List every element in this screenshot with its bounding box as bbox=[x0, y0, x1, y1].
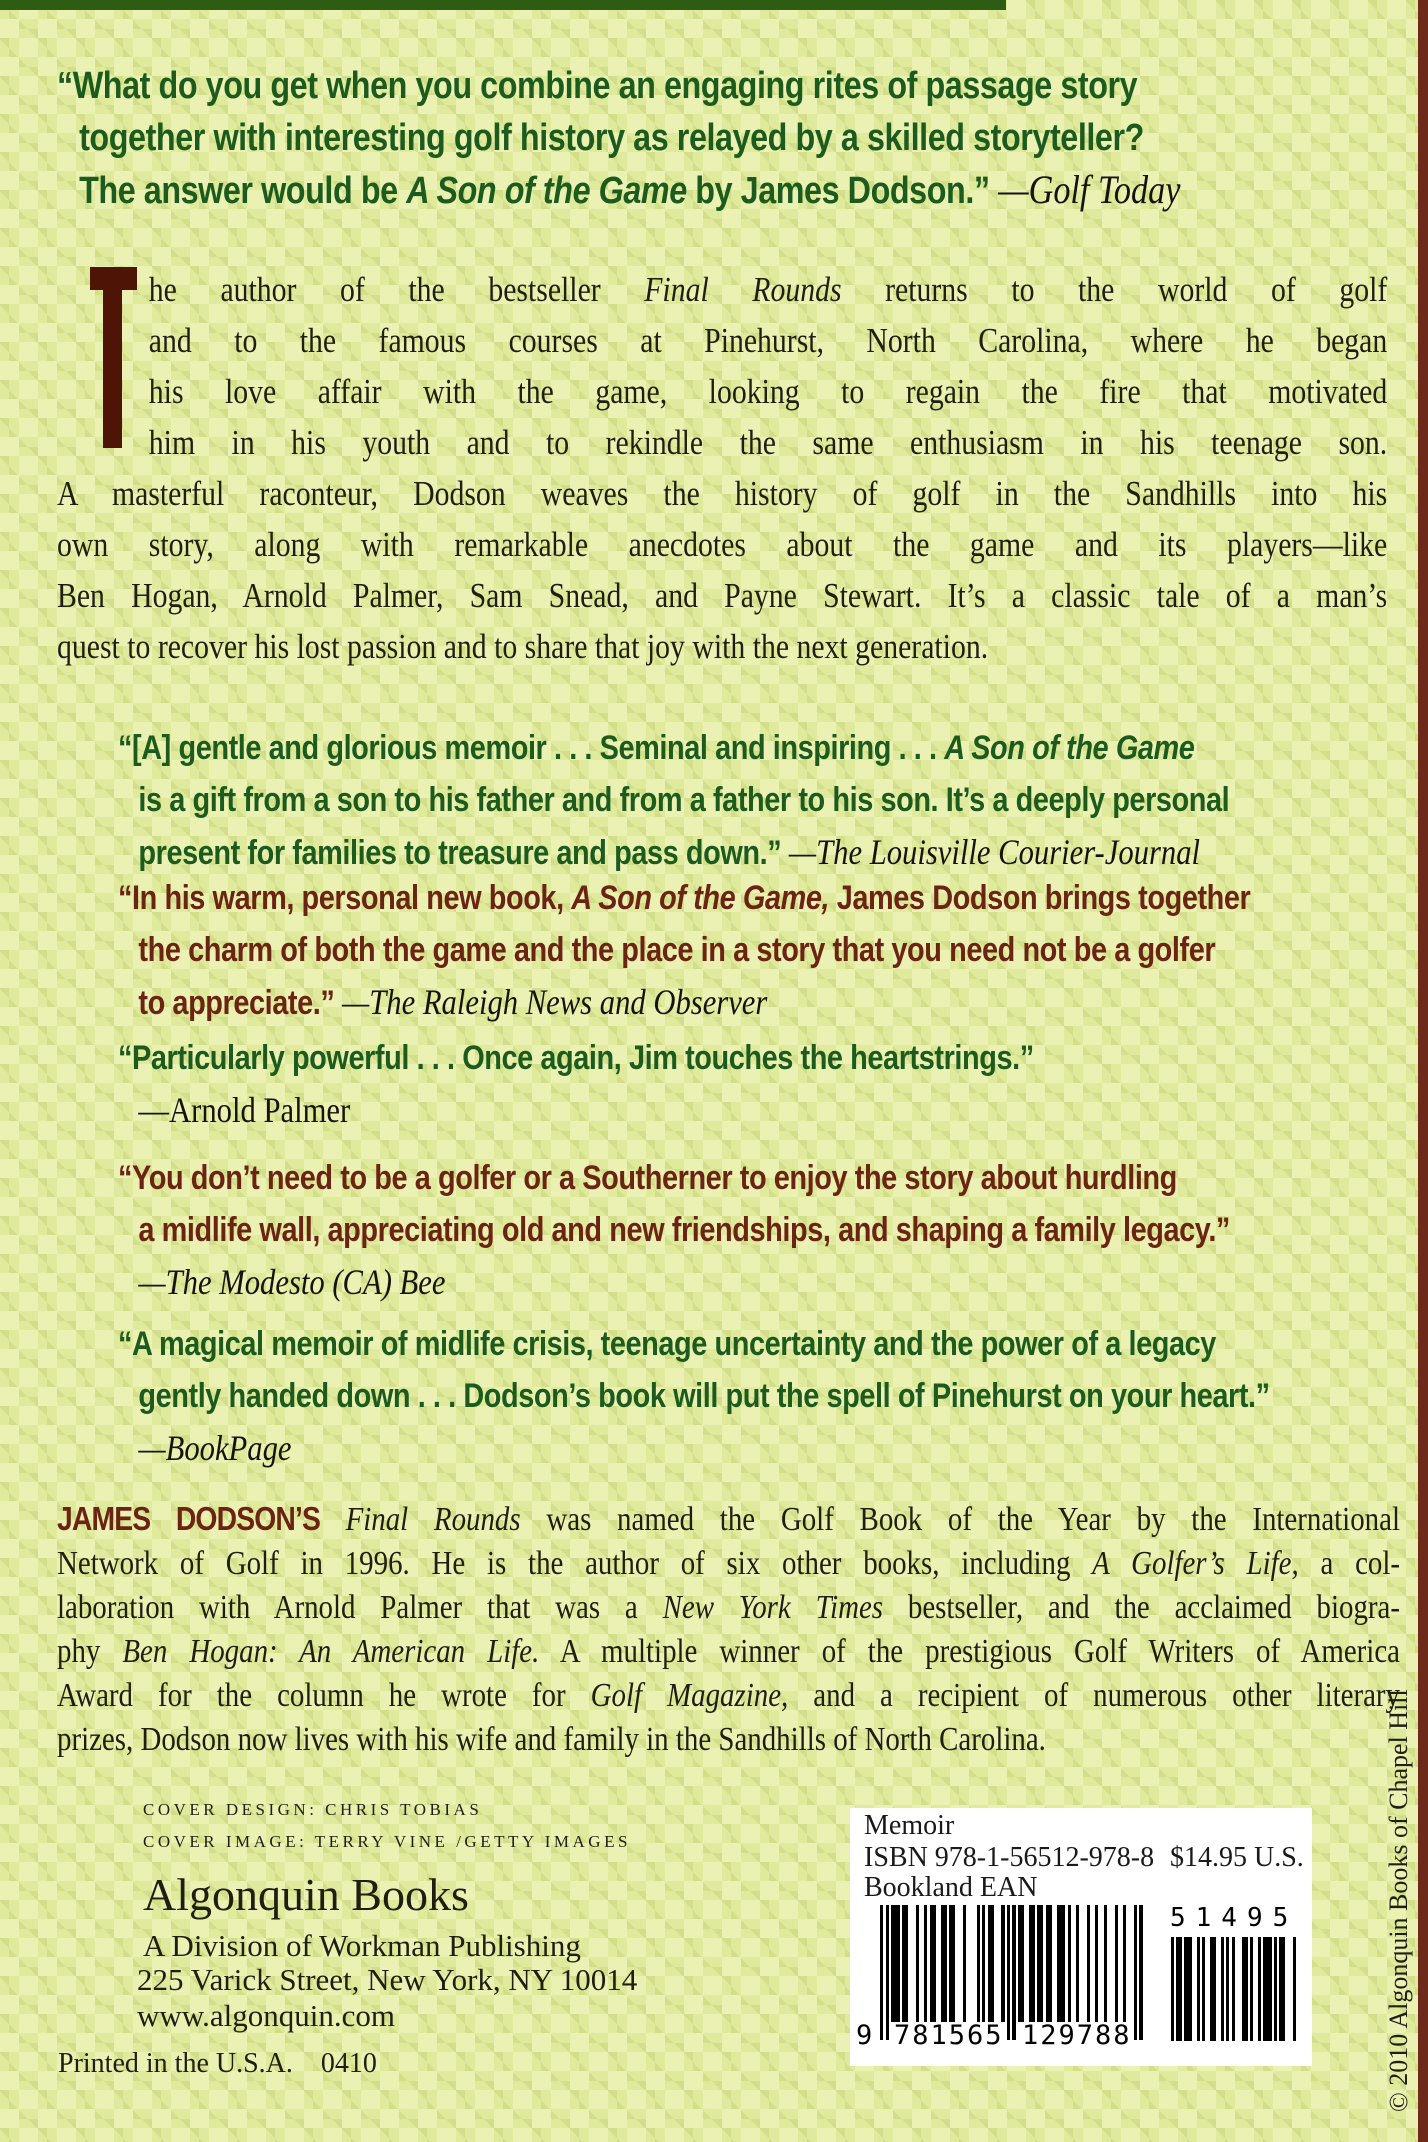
barcode-bar bbox=[1139, 1905, 1142, 2040]
top-edge-strip bbox=[0, 0, 1006, 10]
headline-pull-quote bbox=[57, 60, 1392, 217]
barcode-bar bbox=[1095, 1905, 1098, 2022]
barcode-bar bbox=[1202, 1937, 1205, 2041]
bio-line: prizes, Dodson now lives with his wife and family in the Sandhills of North Carolina. bbox=[57, 1721, 1046, 1758]
barcode-bar bbox=[905, 1905, 908, 2022]
barcode-bar bbox=[1250, 1937, 1253, 2041]
review-quote-news-observer bbox=[118, 872, 1368, 1029]
publisher-division: A Division of Workman Publishing bbox=[143, 1928, 581, 1963]
bio-line: laboration with Arnold Palmer that was a New York Times bestseller, and the acclaimed biogra- bbox=[57, 1589, 1400, 1626]
barcode-bar bbox=[1274, 1937, 1277, 2041]
pull-quote-line: together with interesting golf history as relayed by a skilled storyteller? bbox=[79, 117, 1144, 159]
review-quote-courier-journal bbox=[118, 722, 1368, 879]
intro-line: own story, along with remarkable anecdotes about the game and its players—like bbox=[57, 525, 1388, 564]
intro-line: him in his youth and to rekindle the same enthusiasm in his teenage son. bbox=[148, 423, 1388, 462]
barcode-bar bbox=[977, 1905, 980, 2022]
barcode-bar bbox=[924, 1905, 927, 2022]
barcode-bar bbox=[1171, 1937, 1174, 2041]
pull-quote-line: The answer would be A Son of the Game by James Dodson.” —Golf Today bbox=[79, 167, 1181, 212]
barcode-bar bbox=[1040, 1905, 1043, 2022]
barcode-bar bbox=[1245, 1937, 1248, 2041]
barcode-bar bbox=[1221, 1937, 1224, 2041]
publisher-website: www.algonquin.com bbox=[137, 1998, 396, 2033]
intro-line: his love affair with the game, looking to regain the fire that motivated bbox=[148, 372, 1388, 411]
quote-attribution: —The Modesto (CA) Bee bbox=[138, 1262, 446, 1302]
quote-line: “In his warm, personal new book, A Son of the Game, James Dodson brings together bbox=[118, 879, 1251, 917]
cover-design-credit: COVER DESIGN: CHRIS TOBIAS bbox=[143, 1800, 483, 1819]
barcode-bar bbox=[1258, 1937, 1261, 2041]
barcode-bar bbox=[1115, 1905, 1118, 2022]
barcode-bar bbox=[880, 1905, 883, 2040]
bio-line: Network of Golf in 1996. He is the author of six other books, including A Golfer’s Life, a col- bbox=[57, 1545, 1401, 1582]
bio-line: Award for the column he wrote for Golf Magazine, and a recipient of numerous other literary bbox=[57, 1677, 1400, 1714]
intro-line: A masterful raconteur, Dodson weaves the history of golf in the Sandhills into his bbox=[57, 474, 1388, 513]
barcode-bar bbox=[1179, 1937, 1182, 2041]
barcode-bar bbox=[1048, 1905, 1051, 2022]
price-supplement-digits: 51495 bbox=[1170, 1903, 1299, 1933]
barcode-bar bbox=[1012, 1905, 1015, 2040]
ean5-supplement-barcode bbox=[1168, 1937, 1296, 2041]
intro-paragraph bbox=[57, 264, 1387, 672]
intro-line: quest to recover his lost passion and to share that joy with the next generation. bbox=[57, 627, 989, 666]
barcode-bar bbox=[1189, 1937, 1192, 2041]
barcode-bar bbox=[943, 1905, 946, 2022]
quote-line: “You don’t need to be a golfer or a Southerner to enjoy the story about hurdling bbox=[118, 1159, 1177, 1197]
quote-line: gently handed down . . . Dodson’s book will put the spell of Pinehurst on your heart.” bbox=[138, 1377, 1270, 1415]
barcode-bar bbox=[952, 1905, 955, 2022]
barcode-bar bbox=[1232, 1937, 1235, 2041]
isbn-number: ISBN 978-1-56512-978-8 bbox=[864, 1842, 1155, 1873]
barcode-bar bbox=[1282, 1937, 1285, 2041]
barcode-bar bbox=[963, 1905, 966, 2022]
barcode-bar bbox=[1062, 1905, 1065, 2022]
barcode-bar bbox=[1021, 1905, 1024, 2022]
printed-note: Printed in the U.S.A. 0410 bbox=[58, 2048, 377, 2079]
barcode-bar bbox=[1226, 1937, 1229, 2041]
quote-line: is a gift from a son to his father and from a father to his son. It’s a deeply personal bbox=[138, 781, 1230, 819]
barcode-bar bbox=[1032, 1905, 1035, 2022]
review-quote-bookpage bbox=[118, 1318, 1368, 1475]
quote-line: “[A] gentle and glorious memoir . . . Seminal and inspiring . . . A Son of the Game bbox=[118, 729, 1195, 767]
barcode-bar bbox=[1001, 1905, 1004, 2022]
quote-line: to appreciate.” —The Raleigh News and Observer bbox=[138, 982, 768, 1022]
review-quote-arnold-palmer bbox=[118, 1032, 1368, 1137]
quote-line: “A magical memoir of midlife crisis, teenage uncertainty and the power of a legacy bbox=[118, 1325, 1216, 1363]
barcode-bar bbox=[1293, 1937, 1296, 2041]
barcode-bar bbox=[932, 1905, 935, 2022]
barcode-bar bbox=[1197, 1937, 1200, 2041]
bio-line: phy Ben Hogan: An American Life. A multiple winner of the prestigious Golf Writers of America bbox=[57, 1633, 1400, 1670]
barcode-bar bbox=[1076, 1905, 1079, 2022]
spine-copyright: © 2010 Algonquin Books of Chapel Hill bbox=[1384, 1689, 1413, 2112]
barcode-bar bbox=[1068, 1905, 1071, 2022]
barcode-digits-right-group: 129788 bbox=[1022, 2020, 1132, 2051]
barcode-bar bbox=[982, 1905, 985, 2022]
barcode-bar bbox=[1104, 1905, 1107, 2022]
pull-quote-line: “What do you get when you combine an engaging rites of passage story bbox=[57, 65, 1138, 107]
barcode-bar bbox=[886, 1905, 889, 2040]
barcode-bar bbox=[897, 1905, 900, 2022]
quote-attribution: —BookPage bbox=[138, 1428, 292, 1468]
quote-line: present for families to treasure and pass down.” —The Louisville Courier-Journal bbox=[138, 832, 1201, 872]
bookland-ean-label: Bookland EAN bbox=[864, 1872, 1038, 1903]
review-quote-modesto-bee bbox=[118, 1152, 1368, 1309]
quote-attribution: —Arnold Palmer bbox=[138, 1090, 351, 1130]
quote-line: “Particularly powerful . . . Once again, Jim touches the heartstrings.” bbox=[118, 1039, 1034, 1077]
barcode-bar bbox=[1269, 1937, 1272, 2041]
barcode-bar bbox=[1007, 1905, 1010, 2040]
author-bio bbox=[57, 1498, 1400, 1762]
price-label: $14.95 U.S. bbox=[1170, 1842, 1304, 1873]
intro-line: Ben Hogan, Arnold Palmer, Sam Snead, and Payne Stewart. It’s a classic tale of a man’s bbox=[57, 576, 1388, 615]
barcode-bar bbox=[1123, 1905, 1126, 2022]
bio-line: JAMES DODSON’S Final Rounds was named the Golf Book of the Year by the International bbox=[57, 1501, 1400, 1538]
genre-label: Memoir bbox=[864, 1810, 955, 1841]
barcode-bar bbox=[916, 1905, 919, 2022]
right-edge-strip bbox=[1418, 0, 1428, 2142]
barcode-digit-lead: 9 bbox=[856, 2020, 875, 2051]
intro-line: and to the famous courses at Pinehurst, North Carolina, where he began bbox=[148, 321, 1388, 360]
publisher-name: Algonquin Books bbox=[143, 1869, 469, 1920]
intro-line: he author of the bestseller Final Rounds returns to the world of golf bbox=[148, 270, 1388, 309]
cover-image-credit: COVER IMAGE: TERRY VINE /GETTY IMAGES bbox=[143, 1832, 631, 1851]
publisher-address: 225 Varick Street, New York, NY 10014 bbox=[137, 1962, 638, 1997]
barcode-digits-left-group: 781565 bbox=[894, 2020, 1004, 2051]
barcode-bar bbox=[990, 1905, 993, 2022]
barcode-bar bbox=[1087, 1905, 1090, 2022]
quote-line: a midlife wall, appreciating old and new friendships, and shaping a family legacy.” bbox=[138, 1211, 1230, 1249]
barcode-panel bbox=[850, 1808, 1312, 2066]
barcode-bar bbox=[1134, 1905, 1137, 2040]
quote-line: the charm of both the game and the place in a story that you need not be a golfer bbox=[138, 931, 1216, 969]
barcode-bar bbox=[1213, 1937, 1216, 2041]
